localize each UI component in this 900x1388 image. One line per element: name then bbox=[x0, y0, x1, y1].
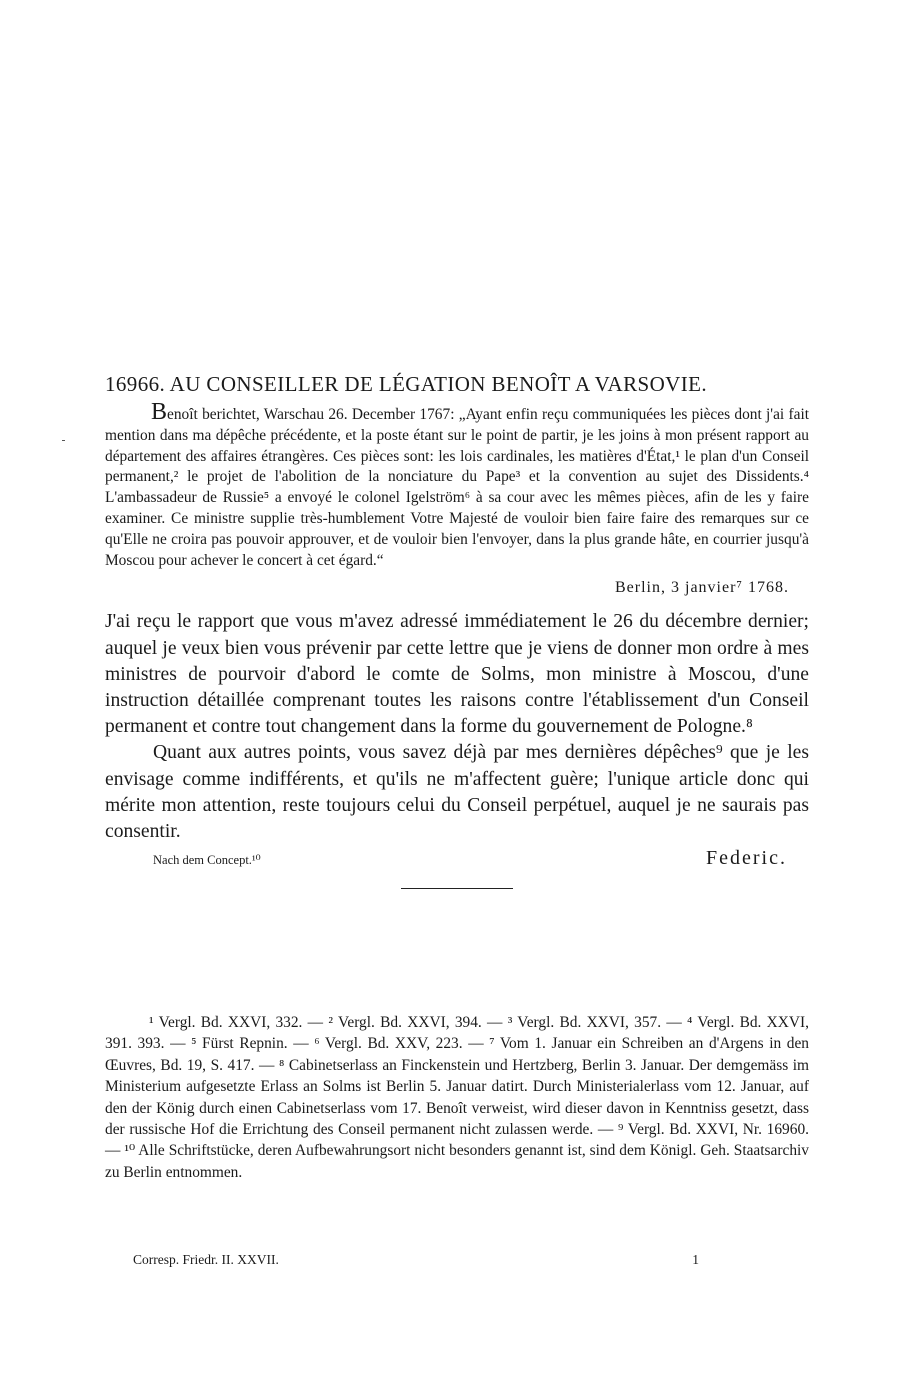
report-summary bbox=[105, 399, 809, 571]
signature: Federic. bbox=[706, 847, 787, 870]
signoff bbox=[105, 847, 809, 870]
document-heading: 16966. AU CONSEILLER DE LÉGATION BENOÎT A VARSOVIE. bbox=[105, 372, 707, 396]
report-summary-text: enoît berichtet, Warschau 26. December 1767: „Ayant enfin reçu communiquées les pièces dont j'ai fait mention dans ma dépêche précédente, et la poste étant sur le point de partir, je les joins à mon présent rapport au département des affaires étrangères. Ces pièces sont: les lois cardinales, les matières d'État,¹ le plan d'un Conseil permanent,² le projet de l'abolition de la nonciature du Pape³ et la convention au sujet des Dissidents.⁴ L'ambassadeur de Russie⁵ a envoyé le colonel Igelström⁶ à sa cour avec les mêmes pièces, afin de les y faire examiner. Ce ministre supplie très-humblement Votre Majesté de vouloir bien faire faire des remarques sur ce qu'Elle ne croira pas pouvoir approuver, et de vouloir bien l'envoyer, dans la plus grande hâte, en courrier jusqu'à Moscou pour achever le concert à cet égard.“ bbox=[105, 406, 809, 569]
document-body bbox=[105, 372, 809, 889]
source-note: Nach dem Concept.¹⁰ bbox=[153, 853, 261, 868]
place-date-line: Berlin, 3 janvier⁷ 1768. bbox=[615, 579, 789, 597]
initial-letter: B bbox=[151, 399, 168, 425]
footer-signature-line: Corresp. Friedr. II. XXVII. bbox=[133, 1252, 279, 1267]
footnotes bbox=[105, 1012, 809, 1183]
page-footer bbox=[133, 1252, 699, 1268]
margin-mark bbox=[62, 440, 65, 441]
letter-paragraph-1: J'ai reçu le rapport que vous m'avez adressé immédiatement le 26 du décembre dernier; auquel je veux bien vous prévenir par cette lettre que je viens de donner mon ordre à mes ministres de pourvoir d'abord le comte de Solms, mon ministre à Moscou, d'une instruction détaillée comprenant toutes les raisons contre l'établissement d'un Conseil permanent et contre tout changement dans la forme du gouvernement de Pologne.⁸ bbox=[105, 611, 809, 738]
page-number: 1 bbox=[692, 1252, 699, 1267]
letter-text bbox=[105, 609, 809, 845]
letter-paragraph-2: Quant aux autres points, vous savez déjà par mes dernières dépêches⁹ que je les envisage comme indifférents, et qu'ils ne m'affectent guère; l'unique article donc qui mérite mon attention, reste toujours celui du Conseil perpétuel, auquel je ne saurais pas consentir. bbox=[105, 742, 809, 842]
section-divider bbox=[401, 888, 513, 889]
footnotes-text: ¹ Vergl. Bd. XXVI, 332. — ² Vergl. Bd. XXVI, 394. — ³ Vergl. Bd. XXVI, 357. — ⁴ Vergl. Bd. XXVI, 391. 393. — ⁵ Fürst Repnin. — ⁶ Vergl. Bd. XXV, 223. — ⁷ Vom 1. Januar ein Schreiben an d'Argens in den Œuvres, Bd. 19, S. 417. — ⁸ Cabinetserlass an Finckenstein und Hertzberg, Berlin 3. Januar. Der demgemäss im Ministerium aufgesetzte Erlass an Solms ist Berlin 5. Januar datirt. Durch Ministerialerlass vom 12. Januar, auf den der König durch einen Cabinetserlass vom 17. Benoît verweist, wird dieser davon in Kenntniss gesetzt, dass der russische Hof die Errichtung des Conseil permanent nicht zulassen werde. — ⁹ Vergl. Bd. XXVI, Nr. 16960. — ¹⁰ Alle Schriftstücke, deren Aufbewahrungsort nicht besonders genannt ist, sind dem Königl. Geh. Staatsarchiv zu Berlin entnommen. bbox=[105, 1014, 809, 1181]
